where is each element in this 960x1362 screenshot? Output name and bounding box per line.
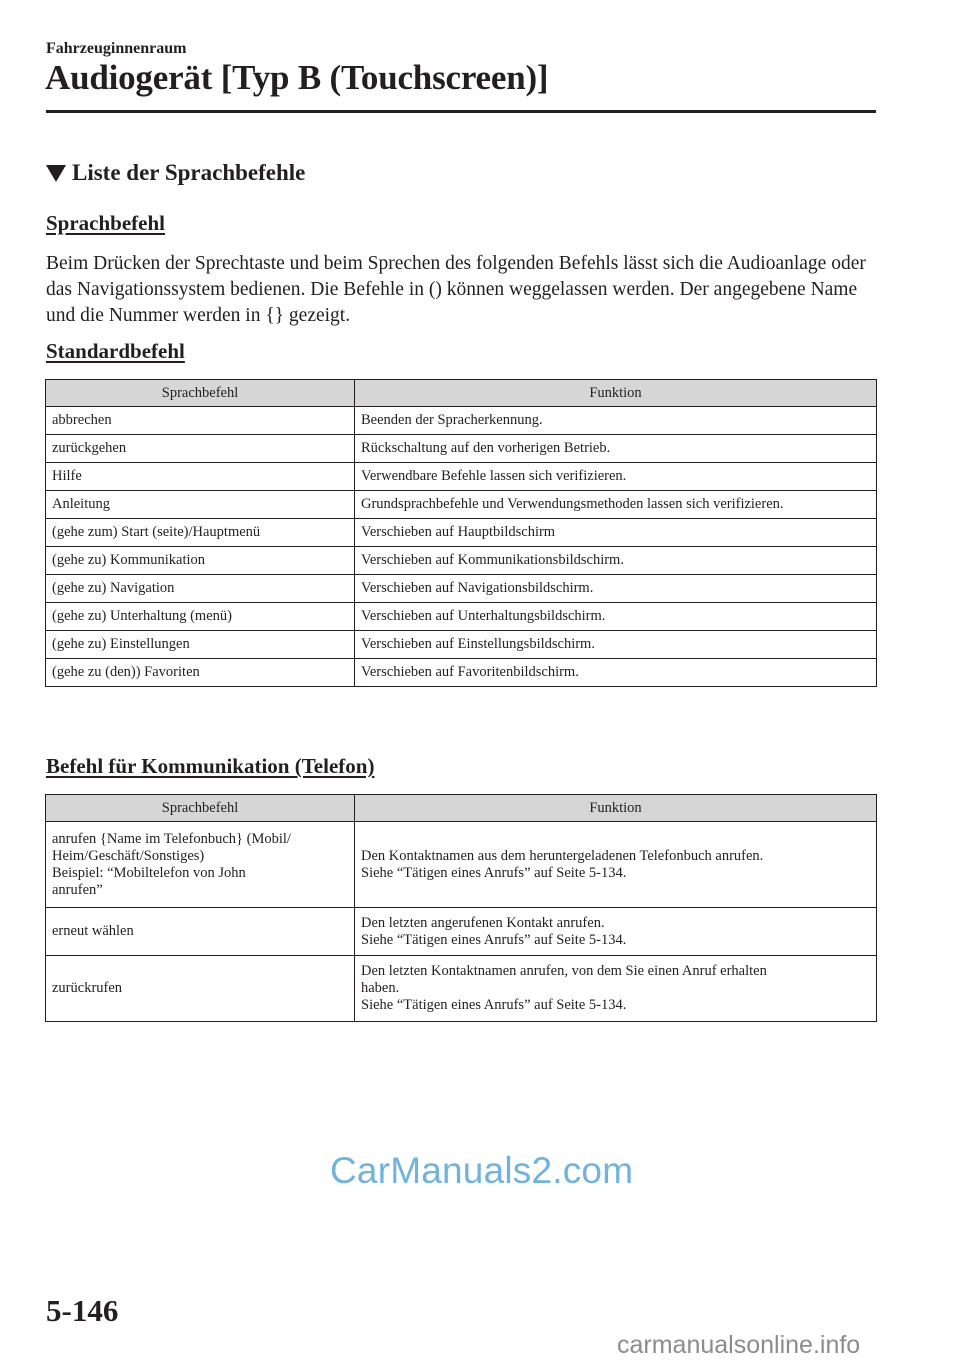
table-header-row	[46, 380, 877, 407]
page-number: 5-146	[46, 1293, 119, 1328]
function-cell: Beenden der Spracherkennung.	[355, 407, 877, 435]
table-row	[46, 659, 877, 687]
function-cell	[355, 822, 877, 908]
function-cell: Verschieben auf Hauptbildschirm	[355, 519, 877, 547]
column-header-function: Funktion	[355, 380, 877, 407]
function-cell	[355, 908, 877, 956]
table-row	[46, 519, 877, 547]
command-cell	[46, 956, 355, 1022]
function-cell: Verwendbare Befehle lassen sich verifizieren.	[355, 463, 877, 491]
section-heading-text: Liste der Sprachbefehle	[72, 160, 306, 185]
standard-commands-table	[45, 379, 877, 687]
function-cell: Verschieben auf Kommunikationsbildschirm.	[355, 547, 877, 575]
command-cell: abbrechen	[46, 407, 355, 435]
command-cell	[46, 822, 355, 908]
cell-line: Beispiel: “Mobiltelefon von John	[52, 864, 246, 881]
subheading-communication: Befehl für Kommunikation (Telefon)	[46, 754, 375, 778]
cell-line: Den letzten angerufenen Kontakt anrufen.	[361, 914, 605, 931]
column-header-command: Sprachbefehl	[46, 795, 355, 822]
cell-line: Siehe “Tätigen eines Anrufs” auf Seite 5-134.	[361, 931, 627, 948]
command-cell: Hilfe	[46, 463, 355, 491]
footer-site-mark: carmanualsonline.info	[617, 1331, 861, 1359]
command-cell: Anleitung	[46, 491, 355, 519]
table-row	[46, 908, 877, 956]
watermark-logo: CarManuals2.com	[330, 1150, 634, 1191]
cell-line: Siehe “Tätigen eines Anrufs” auf Seite 5-134.	[361, 997, 627, 1013]
intro-paragraph: Beim Drücken der Sprechtaste und beim Sprechen des folgenden Befehls lässt sich die Audioanlage oder das Navigationssystem bedienen. Die Befehle in () können weggelassen werden. Der angegebene Name und die Nummer werden in {} gezeigt.	[46, 253, 866, 326]
triangle-down-icon	[46, 165, 66, 182]
subheading-sprachbefehl: Sprachbefehl	[46, 211, 166, 235]
function-cell: Verschieben auf Favoritenbildschirm.	[355, 659, 877, 687]
command-cell: (gehe zu) Unterhaltung (menü)	[46, 603, 355, 631]
column-header-function: Funktion	[355, 795, 877, 822]
command-cell: (gehe zu) Kommunikation	[46, 547, 355, 575]
table-row	[46, 547, 877, 575]
function-cell	[355, 956, 877, 1022]
function-cell: Verschieben auf Unterhaltungsbildschirm.	[355, 603, 877, 631]
function-cell: Verschieben auf Einstellungsbildschirm.	[355, 631, 877, 659]
command-cell	[46, 908, 355, 956]
function-cell: Rückschaltung auf den vorherigen Betrieb.	[355, 435, 877, 463]
subheading-standardbefehl: Standardbefehl	[46, 339, 185, 363]
command-cell: (gehe zu) Navigation	[46, 575, 355, 603]
command-cell: zurückgehen	[46, 435, 355, 463]
table-row	[46, 603, 877, 631]
title-divider	[46, 110, 876, 113]
cell-line: Heim/Geschäft/Sonstiges)	[52, 847, 205, 864]
cell-line: Den letzten Kontaktnamen anrufen, von dem Sie einen Anruf erhalten	[361, 963, 767, 979]
chapter-title: Audiogerät [Typ B (Touchscreen)]	[45, 58, 549, 97]
running-head: Fahrzeuginnenraum	[46, 40, 187, 57]
function-cell: Grundsprachbefehle und Verwendungsmethoden lassen sich verifizieren.	[355, 491, 877, 519]
cell-line: anrufen {Name im Telefonbuch} (Mobil/	[52, 830, 291, 847]
cell-line: zurückrufen	[52, 980, 123, 996]
command-cell: (gehe zu (den)) Favoriten	[46, 659, 355, 687]
section-heading	[46, 160, 305, 186]
table-row	[46, 435, 877, 463]
command-cell: (gehe zu) Einstellungen	[46, 631, 355, 659]
table-row	[46, 463, 877, 491]
table-row	[46, 407, 877, 435]
cell-line: Den Kontaktnamen aus dem heruntergeladenen Telefonbuch anrufen.	[361, 847, 764, 864]
table-row	[46, 822, 877, 908]
cell-line: erneut wählen	[52, 923, 134, 939]
table-header-row	[46, 795, 877, 822]
cell-line: haben.	[361, 980, 400, 996]
command-cell: (gehe zum) Start (seite)/Hauptmenü	[46, 519, 355, 547]
table-row	[46, 575, 877, 603]
table-row	[46, 956, 877, 1022]
cell-line: anrufen”	[52, 881, 103, 898]
communication-commands-table	[45, 794, 877, 1022]
cell-line: Siehe “Tätigen eines Anrufs” auf Seite 5-134.	[361, 864, 627, 881]
function-cell: Verschieben auf Navigationsbildschirm.	[355, 575, 877, 603]
table-row	[46, 491, 877, 519]
column-header-command: Sprachbefehl	[46, 380, 355, 407]
table-row	[46, 631, 877, 659]
